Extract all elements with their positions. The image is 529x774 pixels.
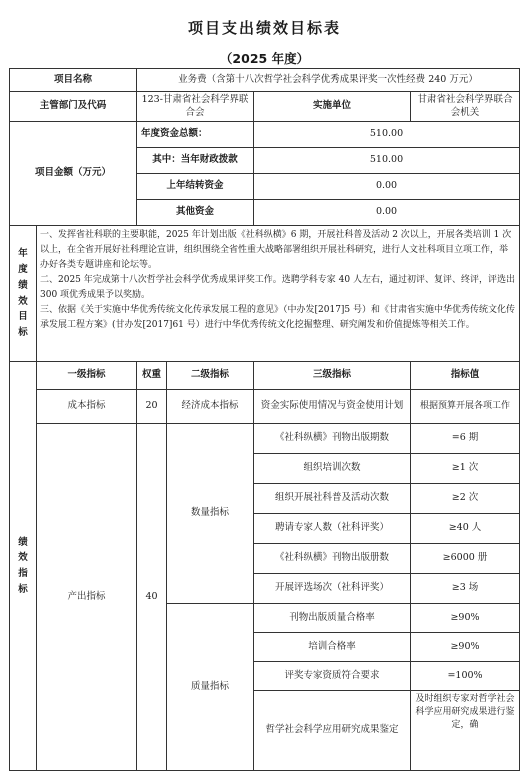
- funds-carryover-label: 上年结转资金: [137, 174, 254, 200]
- table-row-value: ≥6000 册: [411, 544, 520, 574]
- table-row-value: ≥3 场: [411, 574, 520, 604]
- table-row-value: =6 期: [411, 424, 520, 454]
- funds-total-label: 年度资金总额：: [137, 122, 254, 148]
- funds-fiscal-value: 510.00: [254, 148, 520, 174]
- funds-total-value: 510.00: [254, 122, 520, 148]
- table-row-level3: 组织开展社科普及活动次数: [254, 484, 411, 514]
- table-row-level3: 《社科纵横》刊物出版册数: [254, 544, 411, 574]
- cost-level2: 经济成本指标: [167, 390, 254, 424]
- header-value: 指标值: [411, 362, 520, 390]
- table-row-value: ≥90%: [411, 604, 520, 633]
- table-row-level3: 培训合格率: [254, 633, 411, 662]
- funds-other-value: 0.00: [254, 200, 520, 226]
- doc-title: 项目支出绩效目标表: [187, 19, 341, 37]
- quantity-level2: 数量指标: [167, 424, 254, 604]
- table-row-level3: 刊物出版质量合格率: [254, 604, 411, 633]
- output-weight: 40: [137, 424, 167, 771]
- cost-weight: 20: [137, 390, 167, 424]
- table-row-level3: 开展评选场次（社科评奖）: [254, 574, 411, 604]
- annual-target-label: 年 度 绩 效 目 标: [10, 226, 37, 362]
- doc-year: （2025 年度）: [219, 51, 310, 66]
- table-row-level3: 哲学社会科学应用研究成果鉴定: [254, 691, 411, 771]
- header-level1: 一级指标: [37, 362, 137, 390]
- annual-target-text: [37, 226, 520, 362]
- funds-carryover-value: 0.00: [254, 174, 520, 200]
- unit-value: 甘肃省社会科学界联合会机关: [411, 92, 520, 122]
- table-row-level3: 《社科纵横》刊物出版期数: [254, 424, 411, 454]
- table-row-value: ≥1 次: [411, 454, 520, 484]
- table-row-value: =100%: [411, 662, 520, 691]
- funds-fiscal-label: 其中：当年财政拨款: [137, 148, 254, 174]
- output-level1: 产出指标: [37, 424, 137, 771]
- header-level3: 三级指标: [254, 362, 411, 390]
- table-row-value: 及时组织专家对哲学社会科学应用研究成果进行鉴定，确: [411, 691, 520, 771]
- table-row-level3: 评奖专家资质符合要求: [254, 662, 411, 691]
- header-weight: 权重: [137, 362, 167, 390]
- project-name-label: 项目名称: [10, 69, 137, 92]
- header-level2: 二级指标: [167, 362, 254, 390]
- funds-label: 项目金额（万元）: [10, 122, 137, 226]
- cost-level1: 成本指标: [37, 390, 137, 424]
- table-row-level3: 组织培训次数: [254, 454, 411, 484]
- indicators-label: 绩 效 指 标: [10, 362, 37, 771]
- table-row-level3: 聘请专家人数（社科评奖）: [254, 514, 411, 544]
- unit-label: 实施单位: [254, 92, 411, 122]
- dept-value: 123-甘肃省社会科学界联合会: [137, 92, 254, 122]
- performance-table: [9, 68, 520, 771]
- table-row-value: ≥40 人: [411, 514, 520, 544]
- dept-label: 主管部门及代码: [10, 92, 137, 122]
- cost-level3: 资金实际使用情况与资金使用计划: [254, 390, 411, 424]
- target-paragraph: 二、2025 年完成第十八次哲学社会科学优秀成果评奖工作。选聘学科专家 40 人左右，通过初评、复评、终评，评选出 300 项优秀成果予以奖励。: [40, 275, 515, 300]
- cost-value: 根据预算开展各项工作: [411, 390, 520, 424]
- table-row-value: ≥90%: [411, 633, 520, 662]
- target-paragraph: 一、发挥省社科联的主要职能，2025 年计划出版《社科纵横》6 期，开展社科普及活动 2 次以上，开展各类培训 1 次以上，在全省开展好社科理论宣讲，组织围绕全省性重大战略部署组织开展社科研究，进行人文社科项目立项工作，举办好各类专题讲座和论坛等。: [40, 230, 512, 270]
- quality-level2: 质量指标: [167, 604, 254, 771]
- project-name-value: 业务费（含第十八次哲学社会科学优秀成果评奖一次性经费 240 万元）: [137, 69, 520, 92]
- target-paragraph: 三、依据《关于实施中华优秀传统文化传承发展工程的意见》（中办发[2017]5 号）和《甘肃省实施中华优秀传统文化传承发展工程方案》(甘办发[2017]61 号）进行中华优秀传统文化挖掘整理、研究阐发和价值提炼等相关工作。: [40, 305, 516, 330]
- funds-other-label: 其他资金: [137, 200, 254, 226]
- table-row-value: ≥2 次: [411, 484, 520, 514]
